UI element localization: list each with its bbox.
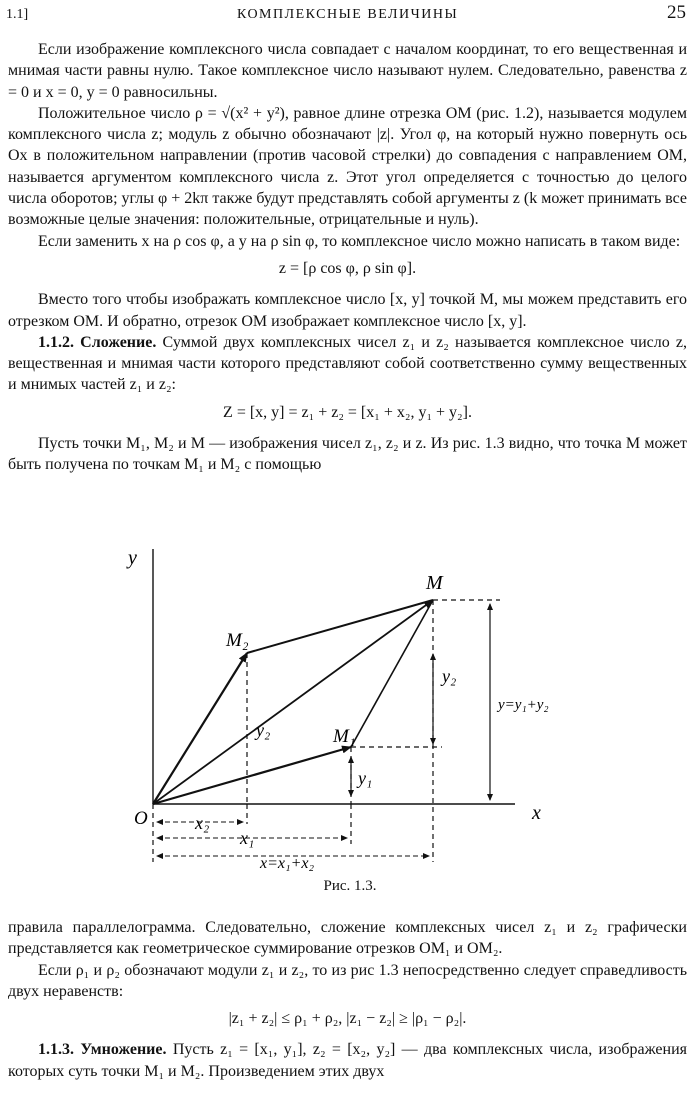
chapter-title: КОМПЛЕКСНЫЕ ВЕЛИЧИНЫ [236,7,459,22]
section-text: Суммой двух комплексных чисел z₁ и z₂ называется комплексное число z, вещественная и мнимая части которого представляют собой соответственно сумму вещественных и мнимых частей z₁ и z₂: [8,333,688,394]
side-M2-M [247,600,433,653]
label-x-sum: x=x₁+x₂ [260,855,315,872]
paragraph: Положительное число ρ = √(x² + y²), равное длине отрезка OM (рис. 1.2), называется модулем комплексного числа z; модуль z обычно обозначают |z|. Угол φ, на который нужно повернуть ось Ox в положительном направлении (против часовой стрелки) до совпадения с направлением OM, называется аргументом комплексного числа z. Этот угол определяется с точностью до целого числа оборотов; углы φ + 2kπ также будут представлять собой аргументы z (k может принимать все возможные целые значения: положительные, отрицательные и нуль). [8,104,687,229]
x-axis-label: x [532,802,541,824]
label-y2-left: y₂ [256,720,271,740]
text-block-bottom [8,917,687,1082]
section-heading: 1.1.3. Умножение. [38,1041,167,1059]
label-y2-right: y₂ [442,666,457,686]
label-M2: M₂ [226,630,249,651]
paragraph: Если изображение комплексного числа совпадает с началом координат, то его вещественная и мнимая части равны нулю. Такое комплексное число называют нулем. Следовательно, равенства z = 0 и x = 0, y = 0 равносильны. [8,41,687,101]
paragraph: правила параллелограмма. Следовательно, сложение комплексных чисел z₁ и z₂ графически представляется как геометрическое суммирование отрезков OM₁ и OM₂. [8,919,687,958]
side-M1-M [351,600,433,747]
origin-label: O [134,808,148,829]
label-y1: y₁ [358,768,373,788]
label-M1: M₁ [333,726,356,747]
y-axis-label: y [128,547,137,569]
paragraph: Вместо того чтобы изображать комплексное число [x, y] точкой M, мы можем представить его отрезком OM. И обратно, отрезок OM изображает комплексное число [x, y]. [8,291,687,330]
page-number: 25 [666,2,686,23]
section-number: 1.1] [6,7,29,22]
section-1-1-3 [8,1039,687,1082]
paragraph: Если заменить x на ρ cos φ, а y на ρ sin φ, то комплексное число можно написать в таком виде: [38,232,681,250]
label-y-sum: y=y₁+y₂ [498,697,549,713]
vector-OM [153,600,433,804]
formula-sum: Z = [x, y] = z₁ + z₂ = [x₁ + x₂, y₁ + y₂]. [223,403,472,421]
paragraph: Если ρ₁ и ρ₂ обозначают модули z₁ и z₂, то из рис 1.3 непосредственно следует справедливость двух неравенств: [8,961,687,1000]
text-block-top [8,39,687,476]
paragraph: Пусть точки M₁, M₂ и M — изображения чисел z₁, z₂ и z. Из рис. 1.3 видно, что точка M может быть получена по точкам M₁ и M₂ с помощью [8,435,687,474]
formula-trig: z = [ρ cos φ, ρ sin φ]. [278,259,417,277]
figure-caption: Рис. 1.3. [323,878,377,894]
section-text: Пусть z₁ = [x₁, y₁], z₂ = [x₂, y₂] — два комплексных числа, изображения которых суть точки M₁ и M₂. Произведением этих двух [8,1041,687,1080]
formula-inequalities: |z₁ + z₂| ≤ ρ₁ + ρ₂, |z₁ − z₂| ≥ |ρ₁ − ρ₂|. [228,1010,467,1028]
section-1-1-2 [8,332,687,396]
label-x1: x₁ [240,828,255,848]
parallelogram-figure [120,544,680,889]
section-heading: 1.1.2. Сложение. [38,333,157,351]
label-x2: x₂ [195,813,210,833]
running-header [6,2,686,28]
label-M: M [426,572,443,594]
